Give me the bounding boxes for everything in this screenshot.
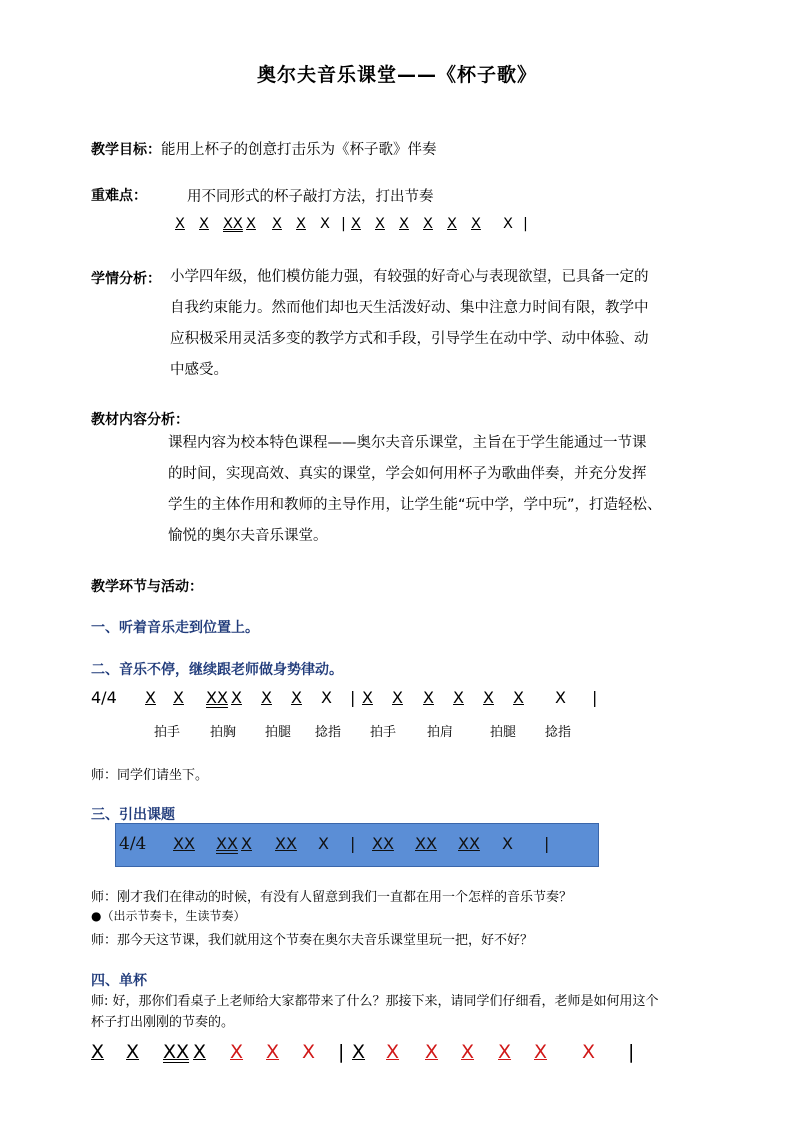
action-label: 拍手 [154, 725, 181, 740]
rhythm-note-red: X [386, 1041, 400, 1063]
rhythm-note: X [246, 216, 256, 232]
meter: 4/4 [119, 834, 147, 854]
step-1-heading: 一、听着音乐走到位置上。 [91, 620, 259, 636]
rhythm-card [115, 823, 599, 867]
action-label: 拍肩 [427, 725, 454, 740]
learner-line: 中感受。 [170, 362, 228, 378]
rhythm-note: X [91, 1041, 105, 1063]
goal-text: 能用上杯子的创意打击乐为《杯子歌》伴奏 [161, 142, 437, 158]
rhythm-note-red: X [461, 1041, 475, 1063]
action-label: 拍胸 [210, 725, 237, 740]
material-text [168, 428, 713, 552]
rhythm-note: X [231, 688, 242, 707]
rhythm-note: X [502, 834, 513, 853]
rhythm-note: X [555, 688, 566, 707]
meter: 4/4 [91, 688, 117, 707]
rhythm-note: X [296, 216, 306, 232]
teacher-line-3: 师：那今天这节课，我们就用这个节奏在奥尔夫音乐课堂里玩一把，好不好？ [91, 933, 534, 948]
rhythm-note: X [291, 688, 302, 707]
rhythm-note: XX [415, 834, 437, 853]
rhythm-note: X [199, 216, 209, 232]
rhythm-note: XX [223, 216, 243, 232]
action-label: 捻指 [545, 725, 572, 740]
rhythm-note: XX [206, 688, 228, 707]
step-2-heading: 二、音乐不停，继续跟老师做身势律动。 [91, 662, 343, 678]
material-line: 愉悦的奥尔夫音乐课堂。 [168, 528, 328, 544]
material-line: 课程内容为校本特色课程——奥尔夫音乐课堂，主旨在于学生能通过一节课 [168, 435, 647, 451]
rhythm-note-red: X [302, 1041, 316, 1063]
rhythm-note: XX [163, 1041, 190, 1063]
rhythm-note: X [471, 216, 481, 232]
bar-line: | [350, 688, 356, 707]
activities-label: 教学环节与活动： [91, 579, 203, 595]
rhythm-note: X [483, 688, 494, 707]
material-line: 学生的主体作用和教师的主导作用，让学生能“玩中学，学中玩”，打造轻松、 [168, 497, 662, 513]
rhythm-note: X [320, 216, 330, 232]
rhythm-note-red: X [230, 1041, 244, 1063]
teacher-line-1: 师：同学们请坐下。 [91, 768, 209, 783]
rhythm-note-red: X [534, 1041, 548, 1063]
goal-row [91, 138, 437, 159]
rhythm-line-4 [0, 1041, 794, 1069]
rhythm-note: X [145, 688, 156, 707]
page-title: 奥尔夫音乐课堂——《杯子歌》 [256, 64, 537, 86]
difficulty-label: 重难点： [91, 188, 147, 204]
learner-text [170, 262, 710, 386]
rhythm-line-1 [0, 216, 794, 238]
step-4-heading: 四、单杯 [91, 973, 147, 989]
teacher-line-2: 师：刚才我们在律动的时候，有没有人留意到我们一直都在用一个怎样的音乐节奏？ [91, 890, 573, 905]
learner-line: 小学四年级，他们模仿能力强，有较强的好奇心与表现欲望，已具备一定的 [170, 269, 649, 285]
action-label: 拍腿 [265, 725, 292, 740]
goal-label: 教学目标： [91, 142, 161, 158]
rhythm-note: X [318, 834, 329, 853]
rhythm-note: X [423, 216, 433, 232]
rhythm-note: X [375, 216, 385, 232]
step-3-heading: 三、引出课题 [91, 807, 175, 823]
material-label: 教材内容分析： [91, 412, 189, 428]
rhythm-note: XX [173, 834, 195, 853]
bar-line: | [341, 216, 346, 232]
rhythm-note: X [513, 688, 524, 707]
learner-line: 自我约束能力。然而他们却也天生活泼好动、集中注意力时间有限，教学中 [170, 300, 649, 316]
rhythm-note: X [261, 688, 272, 707]
note-text: （出示节奏卡，生读节奏） [101, 909, 246, 923]
rhythm-note: X [272, 216, 282, 232]
action-label: 拍手 [370, 725, 397, 740]
rhythm-note: X [362, 688, 373, 707]
rhythm-note: X [392, 688, 403, 707]
rhythm-note: X [352, 1041, 366, 1063]
material-line: 的时间，实现高效、真实的课堂，学会如何用杯子为歌曲伴奏，并充分发挥 [168, 466, 647, 482]
bar-line: | [523, 216, 528, 232]
action-label: 捻指 [315, 725, 342, 740]
learner-line: 应积极采用灵活多变的教学方式和手段，引导学生在动中学、动中体验、动 [170, 331, 649, 347]
bar-line: | [592, 688, 598, 707]
rhythm-note-red: X [582, 1041, 596, 1063]
rhythm-note-red: X [498, 1041, 512, 1063]
rhythm-note-red: X [425, 1041, 439, 1063]
teacher-line-4a: 师: 好，那你们看桌子上老师给大家都带来了什么？那接下来，请同学们仔细看，老师是如何用这个 [91, 994, 659, 1009]
rhythm-note: X [126, 1041, 140, 1063]
bullet-icon: ● [91, 909, 102, 923]
rhythm-note: X [175, 216, 185, 232]
rhythm-note: X [351, 216, 361, 232]
action-row [0, 721, 794, 741]
bar-line: | [350, 834, 356, 853]
rhythm-note: X [193, 1041, 207, 1063]
bar-line: | [338, 1041, 345, 1063]
teacher-line-4b: 杯子打出刚刚的节奏的。 [91, 1015, 235, 1030]
rhythm-note: X [447, 216, 457, 232]
rhythm-note: X [399, 216, 409, 232]
rhythm-note-red: X [266, 1041, 280, 1063]
difficulty-text: 用不同形式的杯子敲打方法，打出节奏 [187, 189, 434, 205]
rhythm-note: XX [216, 834, 238, 853]
rhythm-note: XX [275, 834, 297, 853]
rhythm-note: X [423, 688, 434, 707]
note-row [91, 907, 246, 924]
bar-line: | [628, 1041, 635, 1063]
rhythm-note: XX [372, 834, 394, 853]
learner-label: 学情分析： [91, 271, 161, 287]
action-label: 拍腿 [490, 725, 517, 740]
rhythm-note: X [453, 688, 464, 707]
rhythm-note: X [173, 688, 184, 707]
rhythm-note: X [321, 688, 332, 707]
rhythm-note: X [503, 216, 513, 232]
rhythm-note: XX [458, 834, 480, 853]
rhythm-line-2 [0, 688, 794, 712]
rhythm-note: X [241, 834, 252, 853]
bar-line: | [544, 834, 550, 853]
